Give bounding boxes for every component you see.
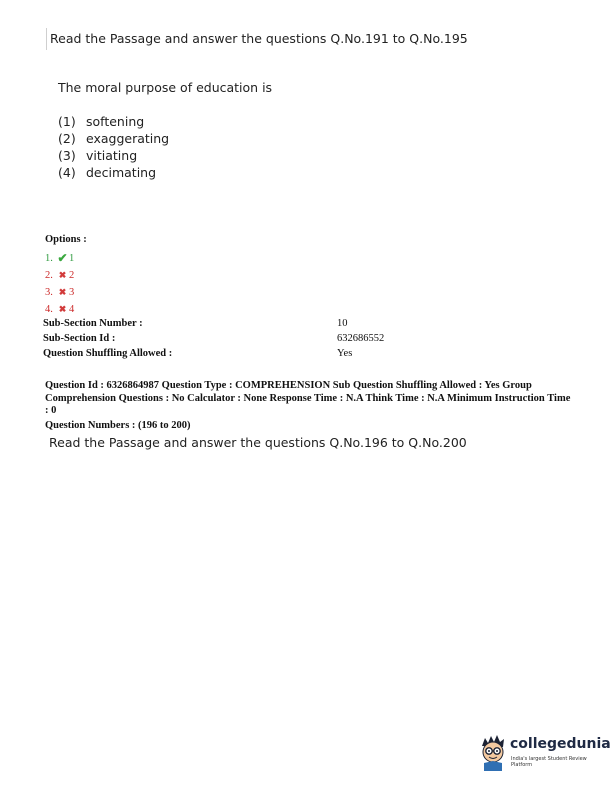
choice-text: vitiating [86,148,138,163]
option-index: 4. [45,304,53,315]
choice-text: softening [86,114,145,129]
passage-heading: Read the Passage and answer the questions Q.No.191 to Q.No.195 [46,28,468,50]
answer-choices [58,113,169,181]
cross-icon: ✖ [58,304,67,314]
option-2 [45,267,74,284]
sub-section-id-row [43,333,384,344]
option-index: 2. [45,270,53,281]
sub-section-id-label: Sub-Section Id : [43,333,116,344]
options-label: Options : [45,234,87,245]
option-value: 4 [69,304,75,315]
option-4 [45,301,74,318]
option-index: 3. [45,287,53,298]
option-1 [45,250,74,267]
logo-wordmark: collegedunia [510,736,611,752]
cross-icon: ✖ [58,287,67,297]
question-shuffling-label: Question Shuffling Allowed : [43,348,173,359]
collegedunia-logo [476,732,611,776]
next-passage-heading: Read the Passage and answer the questions Q.No.196 to Q.No.200 [49,435,467,450]
choice-number: (3) [58,148,76,163]
check-icon: ✔ [57,251,68,265]
choice-number: (4) [58,165,76,180]
sub-section-number-row [43,318,348,329]
sub-section-number-value: 10 [337,318,348,329]
choice-3 [58,147,169,164]
option-value: 3 [69,287,75,298]
question-numbers: Question Numbers : (196 to 200) [45,420,191,431]
question-shuffling-row [43,348,352,359]
choice-number: (2) [58,131,76,146]
choice-text: exaggerating [86,131,170,146]
logo-tagline: India's largest Student Review Platform [511,756,587,768]
choice-4 [58,164,169,181]
choice-1 [58,113,169,130]
choice-2 [58,130,169,147]
option-3 [45,284,74,301]
options-list [45,250,74,318]
question-shuffling-value: Yes [337,348,353,359]
choice-text: decimating [86,165,157,180]
option-index: 1. [45,253,53,264]
cross-icon: ✖ [58,270,67,280]
question-stem: The moral purpose of education is [58,80,273,95]
mascot-icon [476,732,510,772]
sub-section-id-value: 632686552 [337,333,385,344]
option-value: 1 [69,253,75,264]
choice-number: (1) [58,114,76,129]
option-value: 2 [69,270,75,281]
question-info: Question Id : 6326864987 Question Type : COMPREHENSION Sub Question Shuffling Allowed : Yes Group Comprehension Questions : No Calculator : None Response Time : N.A Think Time : N.A Minimum Instruction Time : 0 [45,380,571,416]
sub-section-number-label: Sub-Section Number : [43,318,143,329]
